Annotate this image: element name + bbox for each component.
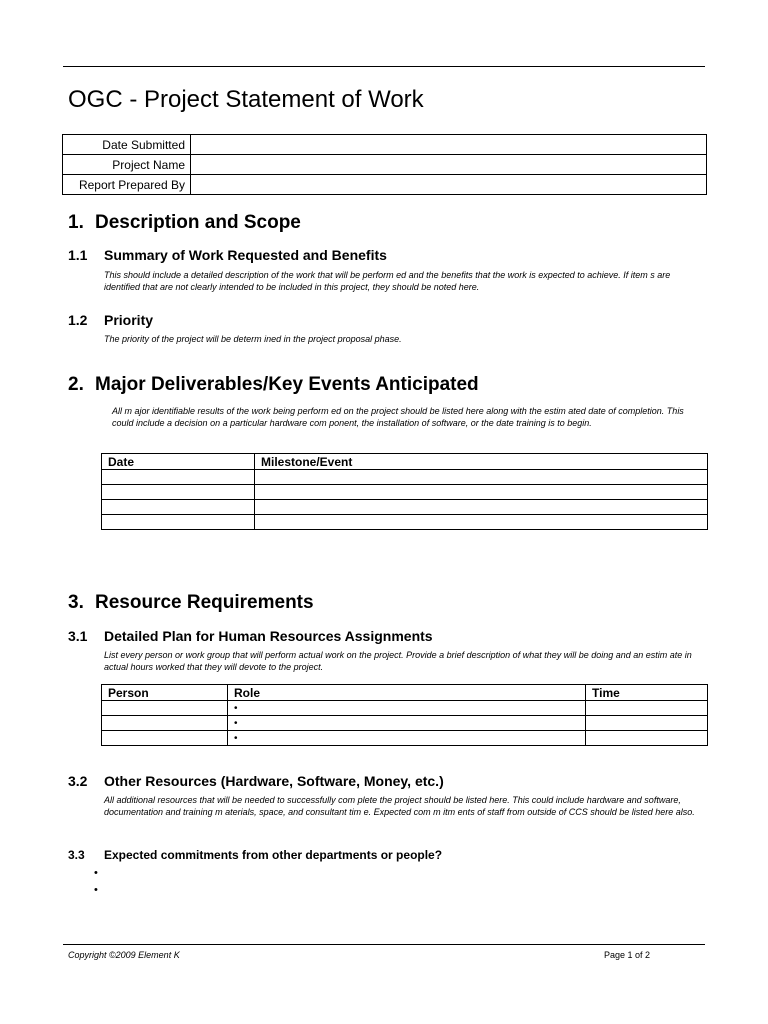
section-1-2-heading: [68, 312, 153, 328]
section-3-2-heading: [68, 773, 444, 789]
table-row: [102, 485, 708, 500]
section-1-1-description: This should include a detailed description of the work that will be perform ed and the benefits that the work is expected to achieve. If item s are identified that are not clearly intended to be included in this project, they should be noted here.: [104, 270, 671, 292]
time-cell[interactable]: [586, 701, 708, 716]
milestone-cell[interactable]: [255, 470, 708, 485]
table-row: [102, 470, 708, 485]
section-number: 3.3: [68, 848, 85, 862]
table-row: [63, 175, 707, 195]
milestone-cell[interactable]: [255, 515, 708, 530]
table-row: [102, 731, 708, 746]
project-name-field[interactable]: [191, 155, 707, 175]
section-1-2-description: The priority of the project will be determ ined in the project proposal phase.: [104, 334, 402, 344]
section-title: Detailed Plan for Human Resources Assignments: [104, 628, 433, 644]
date-submitted-field[interactable]: [191, 135, 707, 155]
date-column-header: Date: [102, 454, 255, 470]
bullet: •: [94, 867, 98, 879]
section-number: 2.: [68, 374, 84, 395]
section-title: Major Deliverables/Key Events Anticipated: [95, 374, 479, 395]
section-3-2-description: All additional resources that will be needed to successfully com plete the project should be listed here. This could include hardware and software, documentation and training m aterials, space, and consultant tim e. Expected com m itm ents of staff from outside of CCS should be listed here also.: [104, 795, 695, 817]
table-row: [102, 515, 708, 530]
info-table: [62, 134, 707, 195]
section-number: 1.1: [68, 247, 88, 263]
person-cell[interactable]: [102, 716, 228, 731]
footer-rule: [63, 944, 705, 945]
report-prepared-by-field[interactable]: [191, 175, 707, 195]
role-cell[interactable]: [228, 731, 586, 746]
date-cell[interactable]: [102, 470, 255, 485]
section-title: Expected commitments from other departments or people?: [104, 848, 443, 862]
section-3-3-heading: [68, 848, 442, 862]
footer-page-number: Page 1 of 2: [604, 950, 651, 960]
bullet: •: [94, 884, 98, 896]
person-cell[interactable]: [102, 731, 228, 746]
date-cell[interactable]: [102, 515, 255, 530]
person-cell[interactable]: [102, 701, 228, 716]
section-3-1-description: List every person or work group that will perform actual work on the project. Provide a brief description of what they will be doing and an estim ate in actual hours worked that they will devote to the project.: [104, 650, 692, 672]
table-row: [102, 716, 708, 731]
table-row: [102, 500, 708, 515]
section-title: Description and Scope: [95, 212, 301, 233]
section-number: 1.2: [68, 312, 88, 328]
date-cell[interactable]: [102, 485, 255, 500]
section-title: Priority: [104, 312, 154, 328]
top-rule: [63, 66, 705, 67]
date-submitted-label: Date Submitted: [63, 135, 191, 155]
section-number: 1.: [68, 212, 84, 233]
section-title: Summary of Work Requested and Benefits: [104, 247, 387, 263]
section-1-1-heading: [68, 247, 387, 263]
bullet: •: [234, 717, 238, 729]
table-row: [63, 155, 707, 175]
section-number: 3.2: [68, 773, 88, 789]
role-column-header: Role: [228, 685, 586, 701]
table-header-row: [102, 685, 708, 701]
milestone-cell[interactable]: [255, 485, 708, 500]
human-resources-table: [101, 684, 708, 746]
milestone-cell[interactable]: [255, 500, 708, 515]
project-name-label: Project Name: [63, 155, 191, 175]
document-title: OGC - Project Statement of Work: [68, 86, 424, 113]
section-title: Other Resources (Hardware, Software, Money, etc.): [104, 773, 444, 789]
time-cell[interactable]: [586, 731, 708, 746]
section-2-description: All m ajor identifiable results of the work being perform ed on the project should be listed here along with the estim ated date of completion. This could include a decision on a particular hardware com ponent, the installation of software, or the date training is to begin.: [112, 406, 684, 428]
section-title: Resource Requirements: [95, 592, 314, 613]
person-column-header: Person: [102, 685, 228, 701]
bullet: •: [234, 702, 238, 714]
section-3-1-heading: [68, 628, 433, 644]
time-cell[interactable]: [586, 716, 708, 731]
role-cell[interactable]: [228, 701, 586, 716]
section-1-heading: [68, 212, 301, 234]
date-cell[interactable]: [102, 500, 255, 515]
section-2-heading: [68, 374, 479, 396]
section-number: 3.1: [68, 628, 88, 644]
table-row: [63, 135, 707, 155]
milestone-table: [101, 453, 708, 530]
bullet: •: [234, 732, 238, 744]
role-cell[interactable]: [228, 716, 586, 731]
table-row: [102, 701, 708, 716]
section-3-heading: [68, 592, 314, 614]
milestone-column-header: Milestone/Event: [255, 454, 708, 470]
footer-copyright: Copyright ©2009 Element K: [68, 950, 180, 960]
table-header-row: [102, 454, 708, 470]
section-number: 3.: [68, 592, 84, 613]
report-prepared-by-label: Report Prepared By: [63, 175, 191, 195]
time-column-header: Time: [586, 685, 708, 701]
